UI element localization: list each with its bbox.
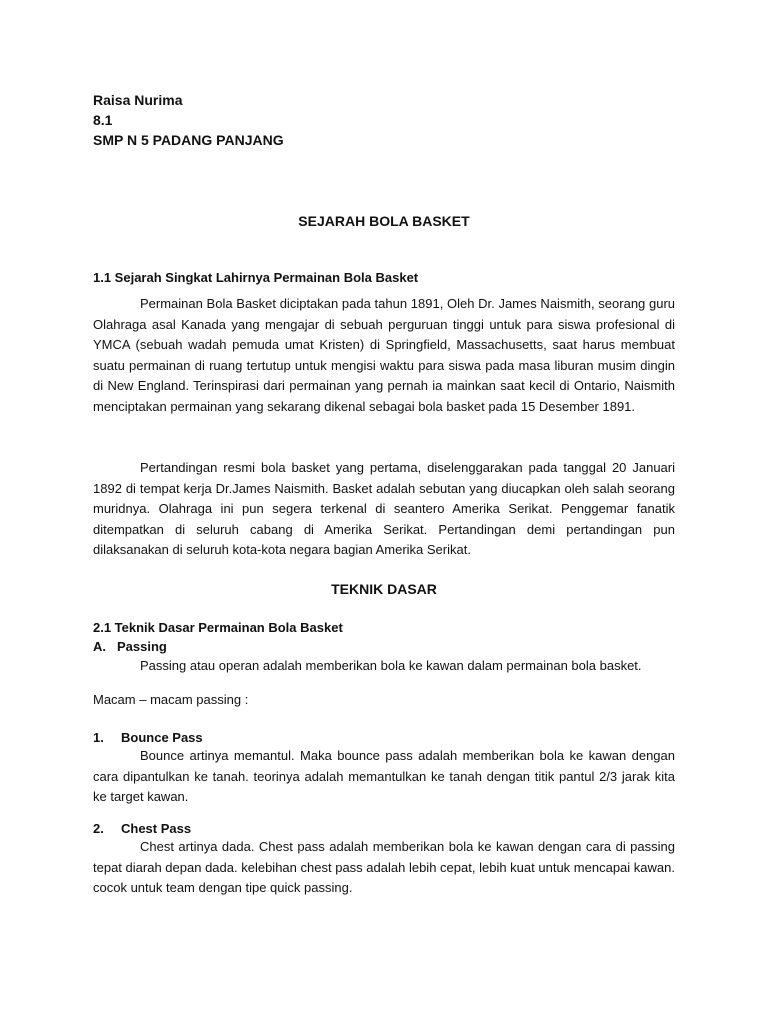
passing-text: Passing atau operan adalah memberikan bola ke kawan dalam permainan bola basket. — [140, 658, 642, 673]
chest-pass-heading — [93, 821, 191, 836]
passing-subheading — [93, 639, 167, 654]
chest-pass-number: 2. — [93, 821, 104, 836]
section-2-title: 2.1 Teknik Dasar Permainan Bola Basket — [93, 620, 343, 635]
author-class: 8.1 — [93, 112, 113, 128]
teknik-dasar-heading: TEKNIK DASAR — [331, 581, 437, 597]
bounce-pass-text: Bounce artinya memantul. Maka bounce pass adalah memberikan bola ke kawan dengan cara dipantulkan ke tanah. teorinya adalah memantulkan ke tanah dengan titik pantul 2/3 jarak kita ke target kawan. — [93, 748, 675, 804]
bounce-pass-number: 1. — [93, 730, 104, 745]
section-1-paragraph-2: Pertandingan resmi bola basket yang pertama, diselenggarakan pada tanggal 20 Januari 1892 di tempat kerja Dr.James Naismith. Basket adalah sebutan yang diucapkan oleh salah seorang muridnya. Olahraga ini pun segera terkenal di seantero Amerika Serikat. Penggemar fanatik ditempatkan di seluruh cabang di Amerika Serikat. Pertandingan demi pertandingan pun dilaksanakan di seluruh kota-kota negara bagian Amerika Serikat. — [93, 460, 675, 557]
passing-label: Passing — [117, 639, 167, 654]
section-1-title: 1.1 Sejarah Singkat Lahirnya Permainan Bola Basket — [93, 270, 419, 285]
author-school: SMP N 5 PADANG PANJANG — [93, 132, 284, 148]
chest-pass-text: Chest artinya dada. Chest pass adalah memberikan bola ke kawan dengan cara di passing tepat diarah depan dada. kelebihan chest pass adalah lebih cepat, lebih kuat untuk mencapai kawan. cocok untuk team dengan tipe quick passing. — [93, 839, 675, 895]
passing-letter: A. — [93, 639, 106, 654]
chest-pass-label: Chest Pass — [121, 821, 192, 836]
author-name: Raisa Nurima — [93, 92, 183, 108]
macam-passing-label: Macam – macam passing : — [93, 692, 249, 707]
bounce-pass-heading — [93, 730, 203, 745]
section-1-paragraph-1: Permainan Bola Basket diciptakan pada tahun 1891, Oleh Dr. James Naismith, seorang guru Olahraga asal Kanada yang mengajar di sebuah perguruan tinggi untuk para siswa profesional di YMCA (sebuah wadah pemuda umat Kristen) di Springfield, Massachusetts, saat harus membuat suatu permainan di ruang tertutup untuk mengisi waktu para siswa pada masa liburan musim dingin di New England. Terinspirasi dari permainan yang pernah ia mainkan saat kecil di Ontario, Naismith menciptakan permainan yang sekarang dikenal sebagai bola basket pada 15 Desember 1891. — [93, 296, 675, 414]
bounce-pass-label: Bounce Pass — [121, 730, 203, 745]
document-title: SEJARAH BOLA BASKET — [298, 213, 470, 229]
author-block — [93, 90, 284, 150]
